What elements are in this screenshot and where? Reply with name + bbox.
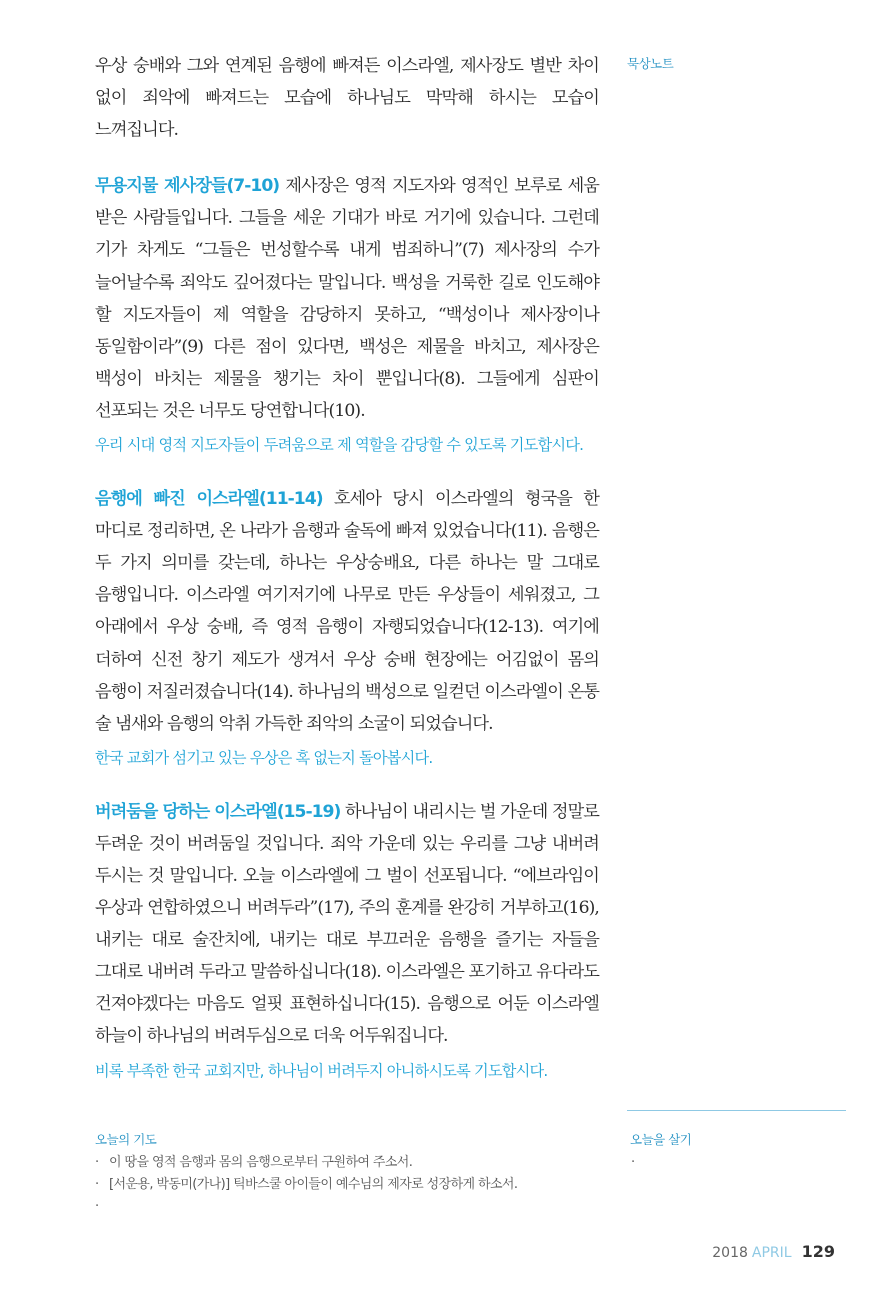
- prayer-item: [95, 1152, 615, 1174]
- section-1-prayer: 우리 시대 영적 지도자들이 두려움으로 제 역할을 감당할 수 있도록 기도합시다.: [95, 436, 584, 455]
- prayer-item: [95, 1196, 615, 1218]
- bullet-icon: ·: [95, 1177, 99, 1192]
- section-1-heading: 무용지물 제사장들(7-10): [95, 176, 280, 197]
- todays-prayer-list: [95, 1152, 615, 1218]
- bullet-icon: ·: [95, 1155, 99, 1170]
- live-today-bullet-icon: ·: [631, 1155, 636, 1170]
- todays-prayer-title: 오늘의 기도: [95, 1132, 157, 1147]
- intro-paragraph: 우상 숭배와 그와 연계된 음행에 빠져든 이스라엘, 제사장도 별반 차이 없이 죄악에 빠져드는 모습에 하나님도 막막해 하시는 모습이 느껴집니다.: [95, 56, 599, 141]
- meditation-note-label: 묵상노트: [627, 56, 674, 71]
- section-2-heading: 음행에 빠진 이스라엘(11-14): [95, 489, 323, 510]
- bullet-icon: ·: [95, 1199, 99, 1214]
- section-1-body: 제사장은 영적 지도자와 영적인 보루로 세움 받은 사람들입니다. 그들을 세운 기대가 바로 거기에 있습니다. 그런데 기가 차게도 “그들은 번성할수록 내게 범죄하니”(7) 제사장의 수가 늘어날수록 죄악도 깊어졌다는 말입니다. 백성을 거룩한 길로 인도해야 할 지도자들이 제 역할을 감당하지 못하고, “백성이나 제사장이나 동일함이라”(9) 다른 점이 있다면, 백성은 제물을 바치고, 제사장은 백성이 바치는 제물을 챙기는 차이 뿐입니다(8). 그들에게 심판이 선포되는 것은 너무도 당연합니다(10).: [95, 176, 600, 421]
- page-number: 129: [801, 1242, 835, 1261]
- section-2-prayer: 한국 교회가 섬기고 있는 우상은 혹 없는지 돌아봅시다.: [95, 748, 433, 767]
- prayer-item-text: 이 땅을 영적 음행과 몸의 음행으로부터 구원하여 주소서.: [109, 1155, 413, 1170]
- prayer-item: [95, 1174, 615, 1196]
- section-2-paragraph: [95, 483, 599, 740]
- section-3-body: 하나님이 내리시는 벌 가운데 정말로 두려운 것이 버려둠일 것입니다. 죄악 가운데 있는 우리를 그냥 내버려 두시는 것 말입니다. 오늘 이스라엘에 그 벌이 선포됩니다. “에브라임이 우상과 연합하였으니 버려두라”(17), 주의 훈계를 완강히 거부하고(16), 내키는 대로 술잔치에, 내키는 대로 부끄러운 음행을 즐기는 자들을 그대로 내버려 두라고 말씀하십니다(18). 이스라엘은 포기하고 유다라도 건져야겠다는 마음도 얼핏 표현하십니다(15). 음행으로 어둔 이스라엘 하늘이 하나님의 버려두심으로 더욱 어두워집니다.: [95, 801, 599, 1047]
- footer-year: 2018: [712, 1245, 748, 1261]
- sidebar-divider: [627, 1110, 846, 1111]
- footer-month: APRIL: [751, 1245, 792, 1261]
- page-footer: [712, 1242, 835, 1261]
- section-3-prayer: 비록 부족한 한국 교회지만, 하나님이 버려두지 아니하시도록 기도합시다.: [95, 1061, 548, 1080]
- section-3-paragraph: [95, 796, 599, 1053]
- main-column: [95, 50, 599, 1085]
- section-1-paragraph: [95, 170, 599, 427]
- prayer-item-text: [서운용, 박동미(가나)] 틱바스쿨 아이들이 예수님의 제자로 성장하게 하소서.: [109, 1177, 518, 1192]
- section-3-heading: 버려둠을 당하는 이스라엘(15-19): [95, 801, 341, 822]
- live-today-label: 오늘을 살기: [630, 1132, 692, 1147]
- section-2-body: 호세아 당시 이스라엘의 형국을 한 마디로 정리하면, 온 나라가 음행과 술독에 빠져 있었습니다(11). 음행은 두 가지 의미를 갖는데, 하나는 우상숭배요, 다른 하나는 말 그대로 음행입니다. 이스라엘 여기저기에 나무로 만든 우상들이 세워졌고, 그 아래에서 우상 숭배, 즉 영적 음행이 자행되었습니다(12-13). 여기에 더하여 신전 창기 제도가 생겨서 우상 숭배 현장에는 어김없이 몸의 음행이 저질러졌습니다(14). 하나님의 백성으로 일컫던 이스라엘이 온통 술 냄새와 음행의 악취 가득한 죄악의 소굴이 되었습니다.: [95, 489, 599, 734]
